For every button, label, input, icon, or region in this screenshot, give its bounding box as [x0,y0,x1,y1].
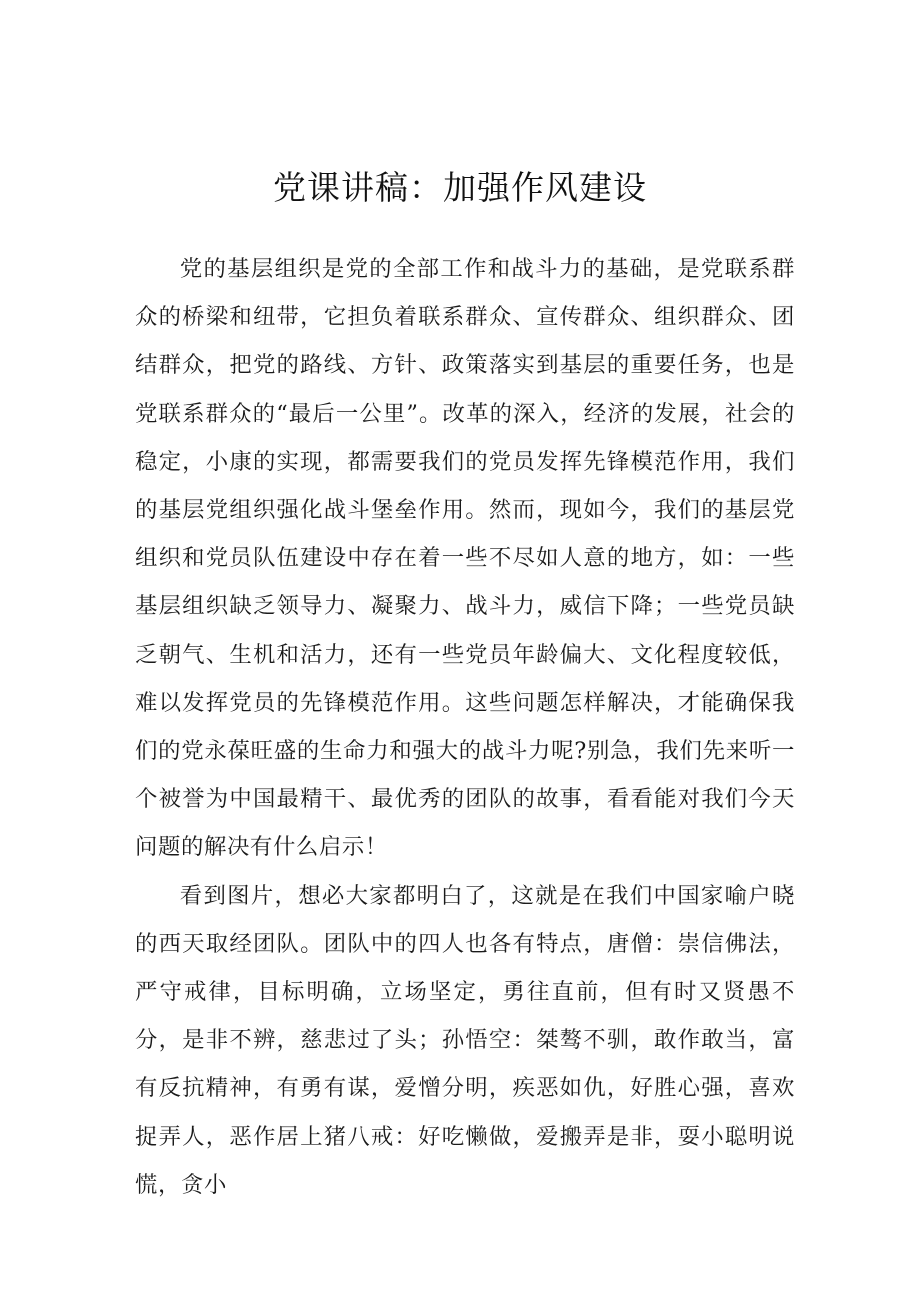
document-title: 党课讲稿：加强作风建设 [273,168,647,207]
paragraph-1: 党的基层组织是党的全部工作和战斗力的基础，是党联系群众的桥梁和纽带，它担负着联系群众、宣传群众、组织群众、团结群众，把党的路线、方针、政策落实到基层的重要任务，也是党联系群众的“最后一公里”。改革的深入，经济的发展，社会的稳定，小康的实现，都需要我们的党员发挥先锋模范作用，我们的基层党组织强化战斗堡垒作用。然而，现如今，我们的基层党组织和党员队伍建设中存在着一些不尽如人意的地方，如：一些基层组织缺乏领导力、凝聚力、战斗力，威信下降；一些党员缺乏朝气、生机和活力，还有一些党员年龄偏大、文化程度较低，难以发挥党员的先锋模范作用。这些问题怎样解决，才能确保我们的党永葆旺盛的生命力和强大的战斗力呢?别急，我们先来听一个被誉为中国最精干、最优秀的团队的故事，看看能对我们今天问题的解决有什么启示！ [135,256,795,861]
paragraph-2: 看到图片，想必大家都明白了，这就是在我们中国家喻户晓的西天取经团队。团队中的四人也各有特点，唐僧：崇信佛法，严守戒律，目标明确，立场坚定，勇往直前，但有时又贤愚不分，是非不辨，慈悲过了头；孙悟空：桀骜不驯，敢作敢当，富有反抗精神，有勇有谋，爱憎分明，疾恶如仇，好胜心强，喜欢捉弄人，恶作居上猪八戒：好吃懒做，爱搬弄是非，耍小聪明说慌，贪小 [135,882,795,1198]
document-body [135,245,795,1209]
